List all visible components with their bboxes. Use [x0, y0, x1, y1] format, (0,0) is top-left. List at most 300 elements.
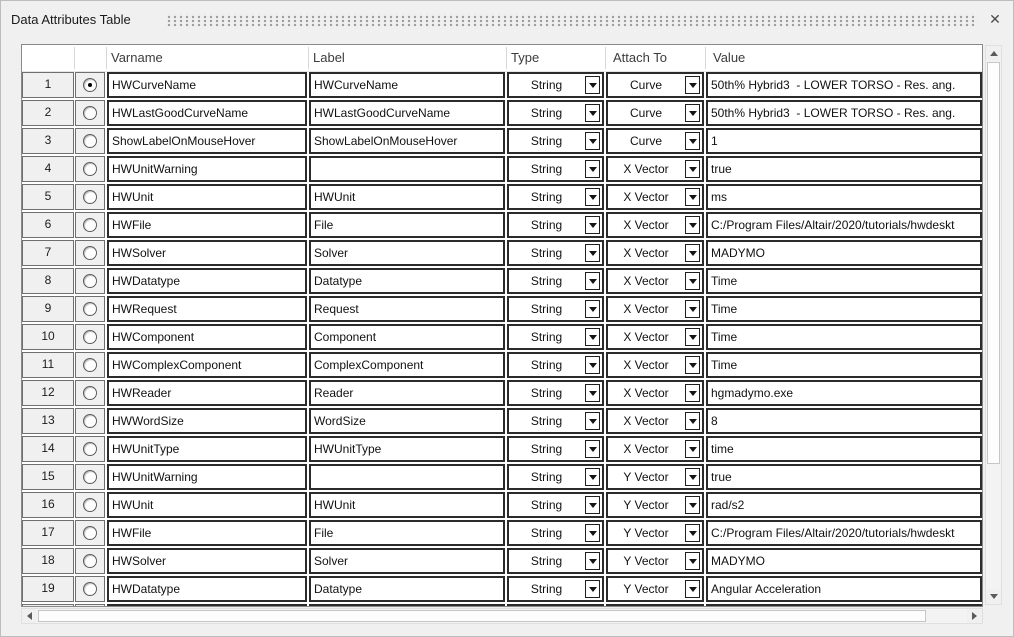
table-row — [22, 408, 982, 434]
dropdown-arrow-icon — [689, 307, 697, 312]
label-input[interactable] — [309, 380, 505, 406]
row-radio[interactable] — [83, 498, 97, 512]
value-input[interactable] — [706, 296, 982, 322]
type-combobox[interactable] — [507, 352, 604, 378]
type-combobox[interactable] — [507, 464, 604, 490]
vertical-scrollbar-thumb[interactable] — [987, 62, 1000, 464]
attachto-combobox[interactable] — [606, 352, 704, 378]
row-number-button[interactable]: 2 — [22, 100, 74, 126]
scroll-left-button[interactable] — [22, 609, 37, 623]
type-combobox[interactable] — [507, 492, 604, 518]
dropdown-arrow-button[interactable] — [685, 384, 700, 402]
value-input[interactable] — [706, 156, 982, 182]
attachto-combobox[interactable] — [606, 212, 704, 238]
row-radio[interactable] — [83, 246, 97, 260]
value-input[interactable] — [706, 408, 982, 434]
varname-input[interactable] — [107, 576, 307, 602]
row-number-button[interactable]: 15 — [22, 464, 74, 490]
dropdown-arrow-button[interactable] — [685, 356, 700, 374]
label-input[interactable] — [309, 576, 505, 602]
window-title: Data Attributes Table — [11, 12, 131, 27]
dropdown-arrow-icon — [589, 363, 597, 368]
close-icon[interactable]: ✕ — [989, 10, 1001, 27]
varname-input[interactable] — [107, 72, 307, 98]
column-header-label: Label — [313, 50, 345, 65]
value-input[interactable] — [706, 268, 982, 294]
titlebar-grip-icon[interactable] — [166, 14, 978, 27]
varname-input[interactable] — [107, 436, 307, 462]
scroll-down-button[interactable] — [986, 589, 1001, 604]
value-input[interactable] — [706, 352, 982, 378]
attachto-combobox[interactable] — [606, 156, 704, 182]
dropdown-arrow-button[interactable] — [585, 104, 600, 122]
combo-selected-value: Y Vector — [623, 498, 669, 512]
row-number-button[interactable]: 19 — [22, 576, 74, 602]
dropdown-arrow-icon — [689, 391, 697, 396]
combo-selected-value: String — [530, 190, 563, 204]
table-row — [22, 72, 982, 98]
dropdown-arrow-icon — [689, 223, 697, 228]
dropdown-arrow-button[interactable] — [685, 496, 700, 514]
row-radio[interactable] — [83, 386, 97, 400]
header-separator — [308, 47, 309, 69]
dropdown-arrow-button[interactable] — [585, 216, 600, 234]
varname-input[interactable] — [107, 380, 307, 406]
attributes-table — [21, 44, 983, 607]
table-row — [22, 100, 982, 126]
combo-selected-value: Y Vector — [623, 526, 669, 540]
combo-selected-value: X Vector — [623, 218, 669, 232]
row-radio[interactable] — [83, 414, 97, 428]
label-input[interactable] — [309, 296, 505, 322]
dropdown-arrow-button[interactable] — [685, 132, 700, 150]
label-input[interactable] — [309, 212, 505, 238]
type-combobox[interactable] — [507, 296, 604, 322]
label-input[interactable] — [309, 492, 505, 518]
label-input[interactable] — [309, 100, 505, 126]
combo-selected-value: String — [530, 134, 563, 148]
row-number-button[interactable]: 12 — [22, 380, 74, 406]
combo-selected-value: Curve — [629, 78, 662, 92]
row-number-button[interactable]: 8 — [22, 268, 74, 294]
dropdown-arrow-icon — [689, 335, 697, 340]
attachto-combobox[interactable] — [606, 408, 704, 434]
varname-input[interactable] — [107, 520, 307, 546]
varname-input[interactable] — [107, 212, 307, 238]
dropdown-arrow-button[interactable] — [685, 272, 700, 290]
label-input[interactable] — [309, 268, 505, 294]
type-combobox[interactable] — [507, 576, 604, 602]
type-combobox[interactable] — [507, 72, 604, 98]
dropdown-arrow-icon — [689, 475, 697, 480]
value-input[interactable] — [706, 548, 982, 574]
radio-dot — [88, 83, 92, 87]
attachto-combobox[interactable] — [606, 604, 704, 607]
row-number-button[interactable]: 13 — [22, 408, 74, 434]
dropdown-arrow-button[interactable] — [585, 580, 600, 598]
dropdown-arrow-button[interactable] — [685, 188, 700, 206]
row-number-button[interactable]: 17 — [22, 520, 74, 546]
label-input[interactable] — [309, 184, 505, 210]
combo-selected-value: String — [530, 554, 563, 568]
header-separator — [74, 47, 75, 69]
attachto-combobox[interactable] — [606, 268, 704, 294]
row-radio[interactable] — [83, 190, 97, 204]
table-row — [22, 352, 982, 378]
row-radio[interactable] — [83, 582, 97, 596]
dropdown-arrow-icon — [689, 559, 697, 564]
type-combobox[interactable] — [507, 240, 604, 266]
dropdown-arrow-icon — [689, 83, 697, 88]
column-header-type: Type — [511, 50, 540, 65]
attachto-combobox[interactable] — [606, 72, 704, 98]
value-input[interactable] — [706, 184, 982, 210]
attachto-combobox[interactable] — [606, 100, 704, 126]
combo-selected-value — [608, 606, 684, 607]
dropdown-arrow-button[interactable] — [685, 524, 700, 542]
value-input[interactable] — [706, 212, 982, 238]
value-input[interactable] — [706, 240, 982, 266]
label-input[interactable] — [309, 548, 505, 574]
table-row — [22, 436, 982, 462]
combo-selected-value: X Vector — [623, 442, 669, 456]
row-radio[interactable] — [83, 470, 97, 484]
dropdown-arrow-button[interactable] — [585, 552, 600, 570]
varname-input[interactable] — [107, 464, 307, 490]
row-number-button[interactable]: 9 — [22, 296, 74, 322]
combo-selected-value: String — [530, 106, 563, 120]
combo-selected-value: String — [530, 246, 563, 260]
vertical-scrollbar[interactable] — [985, 45, 1002, 605]
dropdown-arrow-icon — [689, 587, 697, 592]
row-radio[interactable] — [83, 78, 97, 92]
combo-selected-value: X Vector — [623, 162, 669, 176]
varname-input[interactable] — [107, 100, 307, 126]
attachto-combobox[interactable] — [606, 380, 704, 406]
dropdown-arrow-button[interactable] — [685, 440, 700, 458]
horizontal-scrollbar-thumb[interactable] — [38, 610, 926, 622]
dropdown-arrow-button[interactable] — [585, 440, 600, 458]
combo-selected-value: String — [530, 526, 563, 540]
table-row — [22, 324, 982, 350]
radio-cell — [75, 576, 105, 602]
radio-cell — [75, 72, 105, 98]
row-radio[interactable] — [83, 162, 97, 176]
row-number-button[interactable]: 14 — [22, 436, 74, 462]
combo-selected-value: X Vector — [623, 302, 669, 316]
label-input[interactable] — [309, 128, 505, 154]
type-combobox[interactable] — [507, 184, 604, 210]
dropdown-arrow-button[interactable] — [685, 552, 700, 570]
value-input[interactable] — [706, 464, 982, 490]
label-input[interactable] — [309, 436, 505, 462]
value-input[interactable] — [706, 380, 982, 406]
radio-cell — [75, 212, 105, 238]
radio-cell — [75, 380, 105, 406]
type-combobox[interactable] — [507, 100, 604, 126]
label-input[interactable] — [309, 464, 505, 490]
table-row — [22, 212, 982, 238]
radio-cell — [75, 296, 105, 322]
attachto-combobox[interactable] — [606, 464, 704, 490]
row-number-button[interactable]: 11 — [22, 352, 74, 378]
dropdown-arrow-button[interactable] — [685, 412, 700, 430]
titlebar — [1, 1, 1013, 39]
attachto-combobox[interactable] — [606, 296, 704, 322]
dropdown-arrow-button[interactable] — [685, 104, 700, 122]
column-header-value: Value — [713, 50, 746, 65]
dropdown-arrow-button[interactable] — [685, 468, 700, 486]
dropdown-arrow-button[interactable] — [585, 76, 600, 94]
dropdown-arrow-button[interactable] — [685, 160, 700, 178]
combo-selected-value: Curve — [629, 106, 662, 120]
dropdown-arrow-icon — [589, 587, 597, 592]
radio-cell — [75, 156, 105, 182]
table-row — [22, 520, 982, 546]
table-row — [22, 464, 982, 490]
label-input[interactable] — [309, 408, 505, 434]
row-number-button[interactable]: 7 — [22, 240, 74, 266]
dropdown-arrow-button[interactable] — [585, 412, 600, 430]
dropdown-arrow-button[interactable] — [685, 216, 700, 234]
type-combobox[interactable] — [507, 128, 604, 154]
table-row — [22, 296, 982, 322]
dropdown-arrow-icon — [689, 139, 697, 144]
combo-selected-value: X Vector — [623, 386, 669, 400]
type-combobox[interactable] — [507, 324, 604, 350]
dropdown-arrow-button[interactable] — [585, 356, 600, 374]
scroll-left-icon — [27, 612, 32, 620]
dropdown-arrow-icon — [589, 139, 597, 144]
dropdown-arrow-icon — [589, 167, 597, 172]
dropdown-arrow-button[interactable] — [585, 496, 600, 514]
attachto-combobox[interactable] — [606, 576, 704, 602]
dropdown-arrow-icon — [589, 111, 597, 116]
label-input[interactable] — [309, 72, 505, 98]
header-separator — [106, 47, 107, 69]
combo-selected-value: String — [530, 78, 563, 92]
varname-input[interactable] — [107, 352, 307, 378]
row-radio[interactable] — [83, 134, 97, 148]
row-number-button[interactable]: 1 — [22, 72, 74, 98]
combo-selected-value: String — [530, 498, 563, 512]
dropdown-arrow-button[interactable] — [585, 524, 600, 542]
table-row-partial — [22, 604, 982, 607]
combo-selected-value: Y Vector — [623, 582, 669, 596]
radio-cell — [75, 464, 105, 490]
radio-cell — [75, 184, 105, 210]
scroll-right-button[interactable] — [967, 609, 982, 623]
radio-cell — [75, 352, 105, 378]
header-separator — [705, 47, 706, 69]
row-number-button[interactable]: 5 — [22, 184, 74, 210]
row-number-button[interactable]: 16 — [22, 492, 74, 518]
header-separator — [605, 47, 606, 69]
type-combobox[interactable] — [507, 520, 604, 546]
dropdown-arrow-button[interactable] — [585, 272, 600, 290]
label-input[interactable] — [309, 324, 505, 350]
dropdown-arrow-button[interactable] — [585, 384, 600, 402]
attachto-combobox[interactable] — [606, 492, 704, 518]
dropdown-arrow-icon — [589, 391, 597, 396]
varname-input[interactable] — [107, 604, 307, 607]
varname-input[interactable] — [107, 268, 307, 294]
row-radio[interactable] — [83, 302, 97, 316]
attachto-combobox[interactable] — [606, 548, 704, 574]
row-number-button[interactable]: 4 — [22, 156, 74, 182]
combo-selected-value: String — [530, 274, 563, 288]
value-input[interactable] — [706, 492, 982, 518]
varname-input[interactable] — [107, 492, 307, 518]
combo-selected-value: Y Vector — [623, 470, 669, 484]
varname-input[interactable] — [107, 128, 307, 154]
dropdown-arrow-button[interactable] — [685, 244, 700, 262]
radio-cell — [75, 604, 105, 607]
row-radio[interactable] — [83, 274, 97, 288]
table-header-row — [22, 45, 982, 72]
combo-selected-value: String — [530, 162, 563, 176]
value-input[interactable] — [706, 436, 982, 462]
value-input[interactable] — [706, 520, 982, 546]
dropdown-arrow-icon — [589, 531, 597, 536]
combo-selected-value: String — [530, 442, 563, 456]
scroll-right-icon — [972, 612, 977, 620]
dropdown-arrow-button[interactable] — [585, 300, 600, 318]
type-combobox[interactable] — [507, 548, 604, 574]
row-number-button[interactable]: 10 — [22, 324, 74, 350]
dropdown-arrow-icon — [689, 251, 697, 256]
scroll-up-button[interactable] — [986, 46, 1001, 61]
attachto-combobox[interactable] — [606, 324, 704, 350]
varname-input[interactable] — [107, 324, 307, 350]
dropdown-arrow-button[interactable] — [585, 132, 600, 150]
radio-cell — [75, 268, 105, 294]
dropdown-arrow-icon — [589, 503, 597, 508]
attachto-combobox[interactable] — [606, 520, 704, 546]
combo-selected-value: String — [530, 302, 563, 316]
dropdown-arrow-icon — [689, 167, 697, 172]
label-input[interactable] — [309, 604, 505, 607]
value-input[interactable] — [706, 324, 982, 350]
combo-selected-value: String — [530, 414, 563, 428]
dropdown-arrow-button[interactable] — [585, 160, 600, 178]
attachto-combobox[interactable] — [606, 184, 704, 210]
combo-selected-value: Curve — [629, 134, 662, 148]
radio-cell — [75, 436, 105, 462]
header-separator — [506, 47, 507, 69]
row-number-button[interactable] — [22, 604, 74, 607]
dropdown-arrow-icon — [589, 475, 597, 480]
type-combobox[interactable] — [507, 436, 604, 462]
row-radio[interactable] — [83, 358, 97, 372]
dropdown-arrow-button[interactable] — [685, 76, 700, 94]
row-radio[interactable] — [83, 442, 97, 456]
row-number-button[interactable]: 6 — [22, 212, 74, 238]
dropdown-arrow-icon — [689, 531, 697, 536]
dropdown-arrow-icon — [689, 419, 697, 424]
type-combobox[interactable] — [507, 268, 604, 294]
dropdown-arrow-button[interactable] — [585, 188, 600, 206]
dropdown-arrow-button[interactable] — [685, 300, 700, 318]
combo-selected-value: String — [530, 582, 563, 596]
value-input[interactable] — [706, 576, 982, 602]
dropdown-arrow-button[interactable] — [585, 244, 600, 262]
attachto-combobox[interactable] — [606, 436, 704, 462]
row-radio[interactable] — [83, 526, 97, 540]
combo-selected-value: X Vector — [623, 190, 669, 204]
table-row — [22, 492, 982, 518]
combo-selected-value: String — [530, 470, 563, 484]
type-combobox[interactable] — [507, 156, 604, 182]
type-combobox[interactable] — [507, 380, 604, 406]
varname-input[interactable] — [107, 240, 307, 266]
type-combobox[interactable] — [507, 408, 604, 434]
dropdown-arrow-button[interactable] — [685, 580, 700, 598]
dropdown-arrow-icon — [689, 195, 697, 200]
label-input[interactable] — [309, 520, 505, 546]
row-radio[interactable] — [83, 218, 97, 232]
table-row — [22, 156, 982, 182]
varname-input[interactable] — [107, 184, 307, 210]
dropdown-arrow-button[interactable] — [585, 328, 600, 346]
type-combobox[interactable] — [507, 604, 604, 607]
table-row — [22, 576, 982, 602]
radio-cell — [75, 408, 105, 434]
dropdown-arrow-icon — [689, 503, 697, 508]
combo-selected-value: X Vector — [623, 414, 669, 428]
row-number-button[interactable]: 3 — [22, 128, 74, 154]
dropdown-arrow-button[interactable] — [685, 328, 700, 346]
scroll-down-icon — [990, 594, 998, 599]
row-radio[interactable] — [83, 330, 97, 344]
column-header-attachto: Attach To — [613, 50, 667, 65]
table-row — [22, 184, 982, 210]
attachto-combobox[interactable] — [606, 240, 704, 266]
row-number-button[interactable]: 18 — [22, 548, 74, 574]
value-input[interactable] — [706, 604, 982, 607]
radio-cell — [75, 240, 105, 266]
combo-selected-value: String — [530, 386, 563, 400]
varname-input[interactable] — [107, 408, 307, 434]
type-combobox[interactable] — [507, 212, 604, 238]
label-input[interactable] — [309, 156, 505, 182]
dropdown-arrow-button[interactable] — [585, 468, 600, 486]
value-input[interactable] — [706, 72, 982, 98]
dropdown-arrow-icon — [589, 195, 597, 200]
row-radio[interactable] — [83, 106, 97, 120]
varname-input[interactable] — [107, 548, 307, 574]
combo-selected-value: X Vector — [623, 330, 669, 344]
varname-input[interactable] — [107, 296, 307, 322]
combo-selected-value: X Vector — [623, 274, 669, 288]
varname-input[interactable] — [107, 156, 307, 182]
table-row — [22, 128, 982, 154]
scroll-up-icon — [990, 51, 998, 56]
value-input[interactable] — [706, 128, 982, 154]
column-header-varname: Varname — [111, 50, 163, 65]
dropdown-arrow-icon — [689, 111, 697, 116]
dropdown-arrow-icon — [589, 251, 597, 256]
label-input[interactable] — [309, 240, 505, 266]
label-input[interactable] — [309, 352, 505, 378]
value-input[interactable] — [706, 100, 982, 126]
row-radio[interactable] — [83, 554, 97, 568]
dropdown-arrow-icon — [689, 447, 697, 452]
attachto-combobox[interactable] — [606, 128, 704, 154]
radio-cell — [75, 128, 105, 154]
dropdown-arrow-icon — [689, 363, 697, 368]
horizontal-scrollbar[interactable] — [21, 608, 983, 624]
